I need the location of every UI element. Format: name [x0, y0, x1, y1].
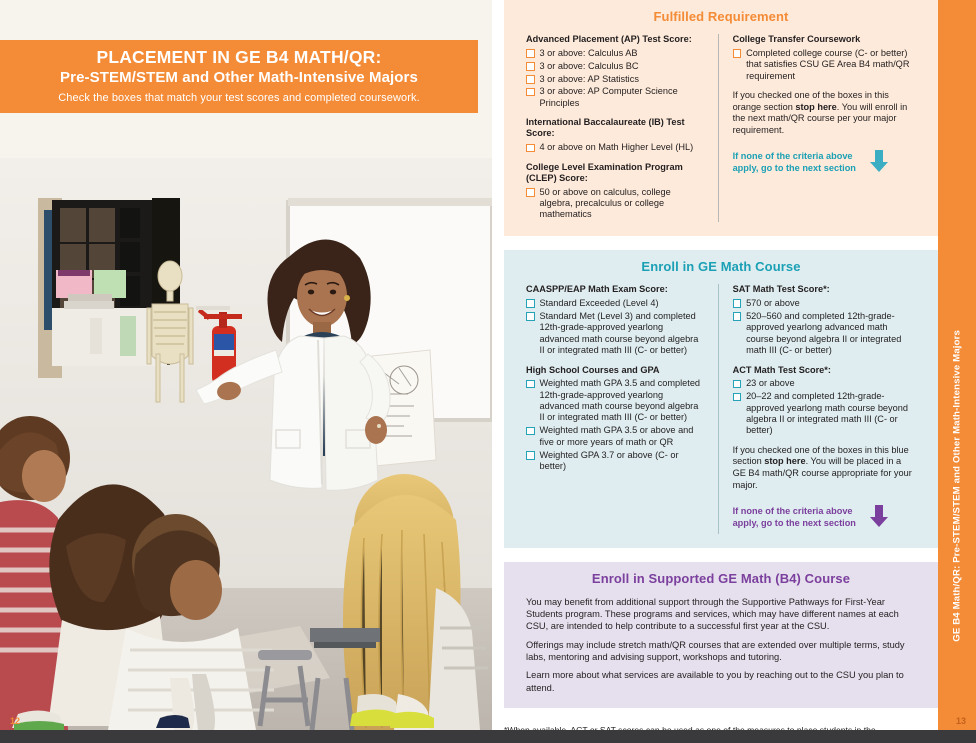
checkbox-label: 3 or above: Calculus AB	[539, 47, 638, 58]
down-arrow-icon	[866, 148, 892, 179]
supported-paragraph-3: Learn more about what services are available to you by reaching out to the CSU you plan to attend.	[526, 670, 904, 693]
page-number-left: 12	[10, 716, 21, 726]
fulfilled-right-column	[718, 34, 916, 222]
right-page	[492, 0, 976, 743]
checkbox-label: 570 or above	[746, 297, 800, 308]
side-tab-label: GE B4 Math/QR: Pre-STEM/STEM and Other Math-Intensive Majors	[951, 330, 963, 642]
group-heading-hs-gpa: High School Courses and GPA	[526, 364, 660, 375]
checkbox-label: Standard Exceeded (Level 4)	[539, 297, 659, 308]
checkbox[interactable]	[526, 451, 535, 460]
checkbox-row[interactable]	[733, 298, 916, 309]
next-section-line2: apply, go to the next section	[732, 162, 856, 173]
checkbox-row[interactable]	[733, 378, 916, 389]
group-heading-act: ACT Math Test Score*:	[732, 364, 831, 375]
group-heading-transfer: College Transfer Coursework	[732, 34, 861, 44]
next-section-text	[733, 506, 856, 530]
checkbox-row[interactable]	[526, 187, 705, 221]
checkbox[interactable]	[733, 393, 742, 402]
banner-title-line2: Pre-STEM/STEM and Other Math-Intensive Majors	[60, 68, 418, 86]
group-heading-caaspp: CAASPP/EAP Math Exam Score:	[526, 284, 668, 295]
checkbox-label: 20–22 and completed 12th-grade-approved yearlong math course beyond algebra II or integrated math III (C- or better)	[746, 391, 908, 436]
stop-here-paragraph-blue	[733, 445, 916, 492]
paragraph-bold: stop here	[764, 456, 806, 467]
panel-gap	[504, 548, 938, 562]
group-heading-sat: SAT Math Test Score*:	[732, 284, 830, 295]
checkbox-label: Weighted math GPA 3.5 or above and five or more years of math or QR	[539, 425, 694, 447]
checkbox[interactable]	[526, 299, 535, 308]
checkbox-label: Weighted math GPA 3.5 and completed 12th-grade-approved yearlong advanced math course beyond algebra II or integrated math III (C- or better)	[539, 378, 701, 423]
checkbox-row[interactable]	[733, 311, 916, 357]
right-page-content	[504, 0, 938, 743]
group-heading-ap: Advanced Placement (AP) Test Score:	[526, 34, 692, 44]
checkbox-row[interactable]	[526, 61, 705, 72]
next-section-pointer-blue	[733, 502, 916, 534]
checkbox[interactable]	[526, 312, 535, 321]
section-enroll-supported-ge-math	[504, 562, 938, 709]
checkbox-row[interactable]	[733, 48, 916, 82]
section-enroll-ge-math-course	[504, 250, 938, 547]
checkbox-label: 23 or above	[746, 378, 795, 389]
checkbox-label: 520–560 and completed 12th-grade-approved yearlong advanced math course beyond algebra II or integrated math III (C- or better)	[746, 310, 902, 356]
banner-subtitle: Check the boxes that match your test scores and completed coursework.	[58, 91, 420, 104]
checkbox[interactable]	[526, 49, 535, 58]
checkbox-row[interactable]	[733, 391, 916, 437]
checkbox-label: 3 or above: AP Computer Science Principles	[539, 86, 678, 108]
checkbox-row[interactable]	[526, 311, 705, 357]
page-number-right: 13	[955, 716, 966, 726]
stop-here-paragraph-orange	[733, 90, 916, 137]
paragraph-post: . You will be placed in a GE B4 math/QR course appropriate for your major.	[732, 456, 912, 490]
placement-banner	[0, 40, 478, 113]
next-section-line1: If none of the criteria above	[732, 505, 853, 516]
checkbox[interactable]	[733, 312, 742, 321]
checkbox[interactable]	[526, 188, 535, 197]
bottom-strip	[0, 730, 976, 743]
fulfilled-left-column	[526, 34, 718, 222]
checkbox[interactable]	[526, 427, 535, 436]
supported-paragraph-2: Offerings may include stretch math/QR courses that are extended over multiple terms, study labs, mentoring and advising support, workshops and tutoring.	[526, 639, 905, 662]
group-heading-ib: International Baccalaureate (IB) Test Score:	[526, 117, 685, 139]
checkbox-row[interactable]	[526, 450, 705, 473]
checkbox-label: Standard Met (Level 3) and completed 12th-grade-approved yearlong advanced math course beyond algebra II or integrated math III (C- or better)	[539, 310, 699, 356]
checkbox-row[interactable]	[526, 142, 705, 153]
checkbox-label: 50 or above on calculus, college algebra, precalculus or college mathematics	[539, 186, 671, 220]
checkbox-row[interactable]	[526, 425, 705, 448]
checkbox[interactable]	[526, 88, 535, 97]
checkbox-label: 3 or above: Calculus BC	[539, 60, 639, 71]
checkbox-label: 3 or above: AP Statistics	[539, 73, 639, 84]
checkbox-row[interactable]	[526, 74, 705, 85]
next-section-text	[733, 151, 856, 175]
section-title-fulfilled: Fulfilled Requirement	[653, 9, 789, 24]
checkbox[interactable]	[733, 299, 742, 308]
enroll-right-column	[718, 284, 916, 533]
down-arrow-icon	[866, 503, 892, 534]
classroom-photo	[0, 158, 492, 730]
group-heading-clep: College Level Examination Program (CLEP) Score:	[526, 161, 683, 183]
panel-gap	[504, 236, 938, 250]
checkbox-row[interactable]	[526, 378, 705, 424]
checkbox-label: 4 or above on Math Higher Level (HL)	[539, 142, 694, 153]
checkbox[interactable]	[526, 380, 535, 389]
section-title-supported-math: Enroll in Supported GE Math (B4) Course	[591, 570, 851, 586]
checkbox[interactable]	[733, 380, 742, 389]
section-title-enroll-math: Enroll in GE Math Course	[641, 259, 801, 275]
banner-title-line1: PLACEMENT IN GE B4 MATH/QR:	[96, 47, 382, 68]
checkbox-label: Weighted GPA 3.7 or above (C- or better)	[539, 449, 679, 472]
paragraph-pre: If you checked one of the boxes in this blue section	[732, 444, 909, 467]
section-fulfilled-requirement	[504, 0, 938, 236]
paragraph-pre: If you checked one of the boxes in this orange section	[732, 89, 889, 112]
enroll-left-column	[526, 284, 718, 533]
checkbox[interactable]	[526, 144, 535, 153]
next-section-line1: If none of the criteria above	[732, 150, 853, 161]
next-section-line2: apply, go to the next section	[732, 517, 856, 528]
paragraph-bold: stop here	[795, 101, 837, 112]
side-tab	[938, 0, 976, 743]
checkbox[interactable]	[526, 75, 535, 84]
checkbox-row[interactable]	[526, 86, 705, 109]
supported-paragraph-1: You may benefit from additional support through the Supportive Pathways for First-Year Students program. These programs and services, which may have different names at each CSU, are intended to help contribute to a successful first year at the CSU.	[526, 596, 899, 632]
paragraph-post: . You will enroll in the next math/QR course per your major requirement.	[732, 101, 908, 135]
checkbox[interactable]	[526, 62, 535, 71]
checkbox[interactable]	[733, 49, 742, 58]
checkbox-label: Completed college course (C- or better) that satisfies CSU GE Area B4 math/QR requirement	[746, 47, 910, 81]
next-section-pointer-orange	[733, 147, 916, 179]
checkbox-row[interactable]	[526, 298, 705, 309]
checkbox-row[interactable]	[526, 48, 705, 59]
